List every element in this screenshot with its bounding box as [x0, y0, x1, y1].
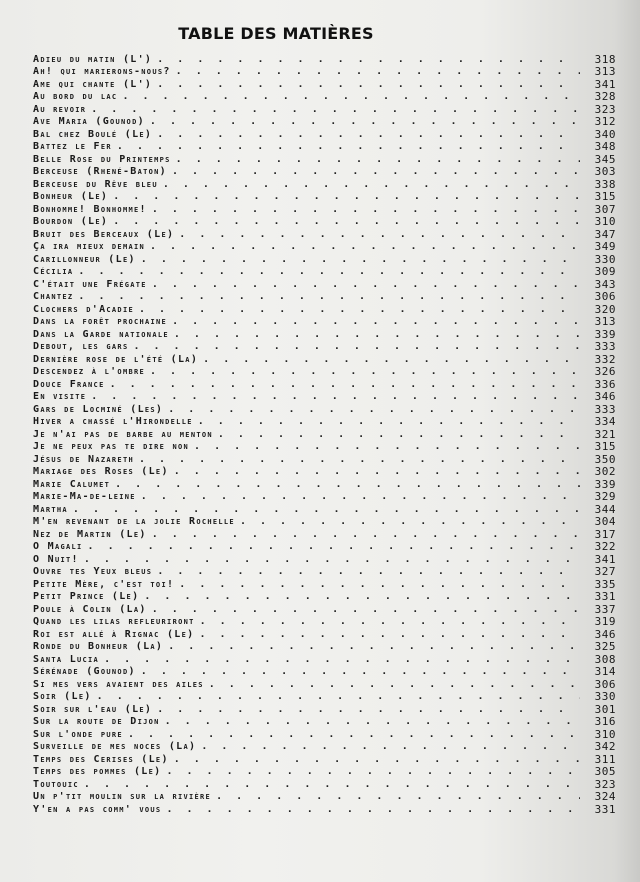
toc-entry: [33, 391, 616, 404]
dot-leader: [147, 204, 580, 216]
toc-entry: [33, 216, 616, 229]
toc-entry: [33, 716, 616, 729]
toc-entry-title: Carillonneur (Le): [33, 253, 136, 265]
toc-entry-page-number: 311: [594, 753, 616, 766]
toc-entry-title: Gars de Locminé (Les): [33, 403, 164, 415]
toc-entry-title: Dernière rose de l'été (La): [33, 353, 199, 365]
toc-entry-title: Ronde du Bonheur (La): [33, 641, 164, 652]
dot-leader: [161, 766, 580, 778]
toc-entry-title: Soir (Le): [33, 691, 92, 702]
dot-leader: [128, 341, 580, 353]
toc-entry-page-number: 315: [594, 440, 616, 453]
toc-entry-title: Marie Calumet: [33, 478, 111, 490]
toc-entry-page-number: 331: [594, 590, 616, 603]
toc-entry: [33, 403, 616, 416]
toc-entry: [33, 653, 616, 666]
toc-entry: [33, 766, 616, 779]
toc-entry: [33, 153, 616, 166]
toc-entry: [33, 553, 616, 566]
toc-entry: [33, 416, 616, 429]
dot-leader: [86, 104, 580, 116]
toc-entry-title: Ame qui chante (L'): [33, 78, 153, 90]
toc-entry-page-number: 325: [594, 640, 616, 653]
toc-entry-page-number: 310: [594, 215, 616, 228]
dot-leader: [105, 379, 580, 391]
dot-leader: [152, 79, 580, 91]
toc-entry-page-number: 319: [594, 615, 616, 628]
toc-entry: [33, 291, 616, 304]
dot-leader: [189, 441, 580, 453]
page-title: TABLE DES MATIÈRES: [178, 24, 374, 43]
toc-entry-title: Berceuse (Rhené-Baton): [33, 166, 167, 177]
toc-entry: [33, 453, 616, 466]
toc-entry-title: Ah! qui marierons-nous?: [33, 66, 171, 77]
toc-entry-page-number: 323: [594, 103, 616, 116]
dot-leader: [108, 216, 580, 228]
toc-entry-title: O Magali: [33, 541, 83, 552]
toc-entry-title: Toutouic: [33, 778, 79, 790]
toc-entry: [33, 266, 616, 279]
dot-leader: [99, 654, 580, 666]
toc-entry: [33, 728, 616, 741]
dot-leader: [167, 166, 580, 178]
toc-entry: [33, 191, 616, 204]
toc-entry-page-number: 344: [594, 503, 616, 516]
toc-entry-title: Descendez à l'ombre: [33, 366, 145, 377]
toc-entry-page-number: 348: [594, 140, 616, 153]
toc-entry-page-number: 345: [594, 153, 616, 166]
dot-leader: [110, 479, 580, 491]
toc-entry: [33, 491, 616, 504]
toc-entry-page-number: 306: [594, 290, 616, 303]
toc-entry: [33, 303, 616, 316]
toc-entry-page-number: 339: [594, 478, 616, 491]
dot-leader: [204, 679, 580, 691]
toc-entry-title: Jésus de Nazareth: [33, 453, 134, 465]
toc-entry-title: C'était une Frégate: [33, 278, 147, 290]
dot-leader: [123, 729, 580, 741]
toc-entry: [33, 328, 616, 341]
toc-entry: [33, 66, 616, 79]
toc-entry-title: Poule à Colin (La): [33, 603, 147, 615]
toc-entry-page-number: 318: [594, 53, 616, 66]
dot-leader: [163, 404, 580, 416]
dot-leader: [163, 641, 580, 653]
toc-entry-title: Y'en a pas comm' vous: [33, 803, 162, 815]
dot-leader: [112, 141, 580, 153]
toc-entry-title: Mariage des Roses (Le): [33, 466, 169, 477]
toc-entry-page-number: 336: [594, 378, 616, 391]
toc-entry-page-number: 307: [594, 203, 616, 216]
toc-entry-title: Bal chez Boulé (Le): [33, 128, 153, 140]
toc-entry-page-number: 338: [594, 178, 616, 191]
toc-entry-title: Ave Maria (Gounod): [33, 116, 145, 127]
toc-entry: [33, 203, 616, 216]
dot-leader: [145, 366, 580, 378]
toc-entry: [33, 778, 616, 791]
dot-leader: [147, 604, 580, 616]
toc-entry: [33, 253, 616, 266]
dot-leader: [79, 554, 580, 566]
toc-entry-page-number: 340: [594, 128, 616, 141]
toc-entry: [33, 791, 616, 804]
toc-entry: [33, 103, 616, 116]
toc-entry: [33, 278, 616, 291]
toc-entry: [33, 166, 616, 179]
toc-entry-page-number: 302: [594, 465, 616, 478]
toc-entry-page-number: 339: [594, 328, 616, 341]
dot-leader: [73, 266, 580, 278]
dot-leader: [195, 616, 580, 628]
toc-entry: [33, 591, 616, 604]
toc-entry: [33, 441, 616, 454]
toc-entry-page-number: 328: [594, 90, 616, 103]
toc-entry-page-number: 346: [594, 628, 616, 641]
toc-entry: [33, 316, 616, 329]
toc-entry-title: Bonhomme! Bonhomme!: [33, 203, 147, 215]
toc-entry: [33, 503, 616, 516]
toc-entry: [33, 228, 616, 241]
toc-entry-title: M'en revenant de la jolie Rochelle: [33, 516, 235, 527]
toc-entry-page-number: 312: [594, 115, 616, 128]
dot-leader: [171, 66, 580, 78]
dot-leader: [160, 716, 580, 728]
dot-leader: [174, 579, 580, 591]
toc-entry-page-number: 337: [594, 603, 616, 616]
toc-entry: [33, 366, 616, 379]
toc-entry-page-number: 335: [594, 578, 616, 591]
toc-entry: [33, 678, 616, 691]
toc-entry-title: Bourdon (Le): [33, 216, 109, 227]
dot-leader: [136, 254, 580, 266]
toc-entry-title: Sur l'onde pure: [33, 728, 123, 740]
toc-entry-title: Ça ira mieux demain: [33, 241, 145, 252]
dot-leader: [169, 466, 580, 478]
toc-entry-title: Quand les lilas refleuriront: [33, 616, 195, 627]
dot-leader: [73, 291, 580, 303]
toc-entry-page-number: 343: [594, 278, 616, 291]
toc-entry-page-number: 324: [594, 790, 616, 803]
toc-entry: [33, 616, 616, 629]
toc-entry-page-number: 332: [594, 353, 616, 366]
toc-entry-page-number: 313: [594, 315, 616, 328]
toc-entry-page-number: 334: [594, 415, 616, 428]
toc-entry: [33, 628, 616, 641]
toc-entry-page-number: 326: [594, 365, 616, 378]
toc-entry-title: Dans la forêt prochaine: [33, 316, 168, 327]
toc-entry-page-number: 333: [594, 403, 616, 416]
dot-leader: [211, 791, 580, 803]
toc-entry-page-number: 310: [594, 728, 616, 741]
toc-entry: [33, 753, 616, 766]
toc-entry-title: Debout, les gars: [33, 341, 129, 352]
dot-leader: [171, 154, 580, 166]
toc-entry: [33, 803, 616, 816]
toc-entry-page-number: 341: [594, 78, 616, 91]
toc-entry-title: Adieu du matin (L'): [33, 53, 153, 65]
toc-entry-page-number: 309: [594, 265, 616, 278]
toc-entry-title: Je ne peux pas te dire non: [33, 441, 190, 452]
toc-entry: [33, 478, 616, 491]
toc-entry-title: Santa Lucia: [33, 653, 100, 665]
toc-entry-page-number: 316: [594, 715, 616, 728]
toc-entry-page-number: 315: [594, 190, 616, 203]
toc-entry-title: Ouvre tes Yeux bleus: [33, 566, 153, 577]
toc-entry-page-number: 322: [594, 540, 616, 553]
dot-leader: [108, 191, 580, 203]
toc-entry: [33, 666, 616, 679]
toc-entry: [33, 428, 616, 441]
toc-entry: [33, 528, 616, 541]
toc-entry-title: Cécilia: [33, 266, 74, 277]
toc-entry: [33, 703, 616, 716]
dot-leader: [117, 91, 580, 103]
dot-leader: [145, 241, 580, 253]
toc-entry-title: Belle Rose du Printemps: [33, 153, 171, 165]
toc-entry: [33, 116, 616, 129]
dot-leader: [92, 691, 580, 703]
toc-entry-title: Bonheur (Le): [33, 191, 109, 202]
toc-entry: [33, 53, 616, 66]
dot-leader: [194, 629, 580, 641]
dot-leader: [196, 741, 580, 753]
dot-leader: [213, 429, 580, 441]
dot-leader: [86, 391, 580, 403]
toc-entry-page-number: 333: [594, 340, 616, 353]
dot-leader: [79, 779, 580, 791]
toc-entry: [33, 466, 616, 479]
toc-entry: [33, 341, 616, 354]
toc-entry-page-number: 331: [594, 803, 616, 816]
toc-entry: [33, 641, 616, 654]
toc-entry-title: Berceuse du Rêve bleu: [33, 178, 158, 190]
toc-entry-title: Au bord du lac: [33, 91, 118, 102]
dot-leader: [152, 566, 580, 578]
toc-entry-page-number: 341: [594, 553, 616, 566]
toc-entry-title: Bruit des Berceaux (Le): [33, 228, 175, 240]
toc-entry: [33, 241, 616, 254]
toc-entry: [33, 353, 616, 366]
toc-entry-title: En visite: [33, 391, 87, 402]
dot-leader: [136, 491, 580, 503]
toc-entry-title: Au revoir: [33, 103, 87, 115]
toc-entry-page-number: 317: [594, 528, 616, 541]
dot-leader: [147, 279, 580, 291]
toc-entry-title: Si mes vers avaient des ailes: [33, 678, 204, 690]
dot-leader: [152, 704, 580, 716]
toc-entry-title: Sérénade (Gounod): [33, 666, 136, 677]
toc-entry: [33, 91, 616, 104]
toc-entry-title: O Nuit!: [33, 553, 79, 565]
dot-leader: [134, 454, 580, 466]
dot-leader: [152, 54, 580, 66]
toc-entry-title: Chantez: [33, 291, 74, 302]
toc-entry-page-number: 304: [594, 515, 616, 528]
toc-entry-page-number: 350: [594, 453, 616, 466]
dot-leader: [235, 516, 580, 528]
dot-leader: [198, 354, 580, 366]
dot-leader: [161, 804, 580, 816]
toc-entry-page-number: 323: [594, 778, 616, 791]
dot-leader: [167, 316, 580, 328]
toc-entry-title: Battez le Fer: [33, 141, 112, 152]
dot-leader: [193, 416, 580, 428]
table-of-contents: [33, 53, 616, 816]
toc-entry-title: Nez de Martin (Le): [33, 528, 147, 540]
toc-entry-title: Surveille de mes noces (La): [33, 741, 197, 752]
dot-leader: [174, 229, 580, 241]
toc-entry-title: Temps des pommes (Le): [33, 766, 162, 777]
dot-leader: [83, 541, 580, 553]
toc-entry-page-number: 321: [594, 428, 616, 441]
toc-entry-page-number: 330: [594, 690, 616, 703]
toc-entry-title: Hiver a chassé l'Hirondelle: [33, 416, 193, 427]
toc-entry-title: Douce France: [33, 378, 105, 390]
toc-entry: [33, 78, 616, 91]
toc-entry: [33, 566, 616, 579]
toc-entry-page-number: 305: [594, 765, 616, 778]
toc-entry-title: Clochers d'Acadie: [33, 303, 134, 315]
toc-entry-page-number: 303: [594, 165, 616, 178]
dot-leader: [68, 504, 580, 516]
toc-entry: [33, 541, 616, 554]
dot-leader: [134, 304, 580, 316]
toc-entry-page-number: 349: [594, 240, 616, 253]
toc-entry: [33, 516, 616, 529]
toc-entry-title: Dans la Garde nationale: [33, 328, 169, 340]
toc-entry-title: Petite Mère, c'est toi!: [33, 578, 175, 590]
toc-entry-page-number: 306: [594, 678, 616, 691]
toc-entry-page-number: 320: [594, 303, 616, 316]
toc-entry: [33, 378, 616, 391]
toc-entry: [33, 178, 616, 191]
toc-entry-page-number: 329: [594, 490, 616, 503]
toc-entry: [33, 141, 616, 154]
toc-entry-page-number: 346: [594, 390, 616, 403]
toc-entry-title: Un p'tit moulin sur la rivière: [33, 791, 212, 802]
dot-leader: [145, 116, 580, 128]
toc-entry: [33, 691, 616, 704]
toc-entry: [33, 128, 616, 141]
toc-entry-title: Soir sur l'eau (Le): [33, 703, 153, 715]
toc-entry-page-number: 342: [594, 740, 616, 753]
toc-entry-page-number: 330: [594, 253, 616, 266]
toc-entry-title: Martha: [33, 503, 68, 515]
dot-leader: [139, 591, 580, 603]
toc-entry-title: Roi est allé à Rignac (Le): [33, 628, 195, 640]
toc-entry-title: Sur la route de Dijon: [33, 716, 160, 727]
toc-entry-title: Marie-Ma-de-leine: [33, 491, 136, 502]
toc-entry-page-number: 308: [594, 653, 616, 666]
toc-entry: [33, 741, 616, 754]
dot-leader: [169, 329, 580, 341]
toc-entry-title: Petit Prince (Le): [33, 591, 140, 602]
dot-leader: [147, 529, 580, 541]
toc-entry-title: Temps des Cerises (Le): [33, 753, 169, 765]
toc-entry: [33, 578, 616, 591]
toc-entry-page-number: 314: [594, 665, 616, 678]
toc-entry-page-number: 347: [594, 228, 616, 241]
toc-entry-page-number: 327: [594, 565, 616, 578]
toc-entry-page-number: 301: [594, 703, 616, 716]
toc-entry-page-number: 313: [594, 65, 616, 78]
toc-entry: [33, 603, 616, 616]
dot-leader: [136, 666, 580, 678]
toc-entry-title: Je n'ai pas de barbe au menton: [33, 428, 213, 440]
dot-leader: [169, 754, 580, 766]
dot-leader: [158, 179, 580, 191]
dot-leader: [152, 129, 580, 141]
